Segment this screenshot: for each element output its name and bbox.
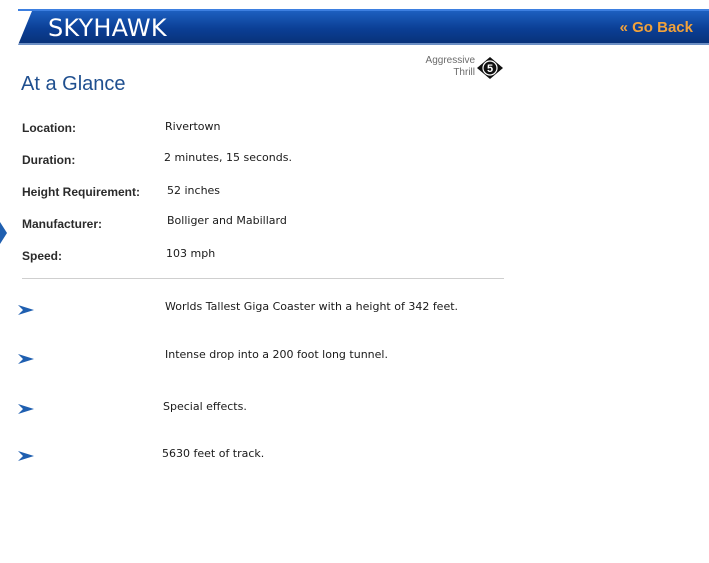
bullet-arrow-icon — [18, 403, 34, 415]
side-nav-arrow-icon[interactable] — [0, 222, 7, 244]
info-value-manufacturer: Bolliger and Mabillard — [167, 214, 287, 227]
thrill-label-line2: Thrill — [453, 67, 475, 78]
header-notch — [18, 11, 32, 45]
highlight-item: Worlds Tallest Giga Coaster with a height of 342 feet. — [165, 300, 459, 313]
info-label-duration: Duration: — [22, 153, 76, 167]
divider — [22, 278, 504, 279]
go-back-link[interactable]: « Go Back — [619, 19, 693, 36]
section-title: At a Glance — [21, 73, 126, 95]
ride-title: SKYHAWK — [48, 14, 167, 42]
info-value-height-requirement: 52 inches — [167, 184, 221, 197]
info-value-location: Rivertown — [165, 120, 221, 133]
info-label-height-requirement: Height Requirement: — [22, 185, 141, 199]
thrill-badge — [414, 55, 506, 81]
thrill-label-line1: Aggressive — [425, 55, 475, 66]
info-label-location: Location: — [22, 121, 76, 135]
info-label-speed: Speed: — [22, 249, 63, 263]
bullet-arrow-icon — [18, 450, 34, 462]
thrill-diamond-icon — [477, 57, 503, 79]
highlight-item: Intense drop into a 200 foot long tunnel. — [165, 348, 388, 361]
info-label-manufacturer: Manufacturer: — [22, 217, 103, 231]
highlight-item: Special effects. — [163, 400, 247, 413]
bullet-arrow-icon — [18, 304, 34, 316]
thrill-label — [426, 55, 475, 79]
info-value-duration: 2 minutes, 15 seconds. — [164, 151, 292, 164]
thrill-level: 5 — [486, 63, 494, 75]
info-value-speed: 103 mph — [166, 247, 216, 260]
bullet-arrow-icon — [18, 353, 34, 365]
highlight-item: 5630 feet of track. — [162, 447, 265, 460]
header-bar — [18, 9, 709, 45]
